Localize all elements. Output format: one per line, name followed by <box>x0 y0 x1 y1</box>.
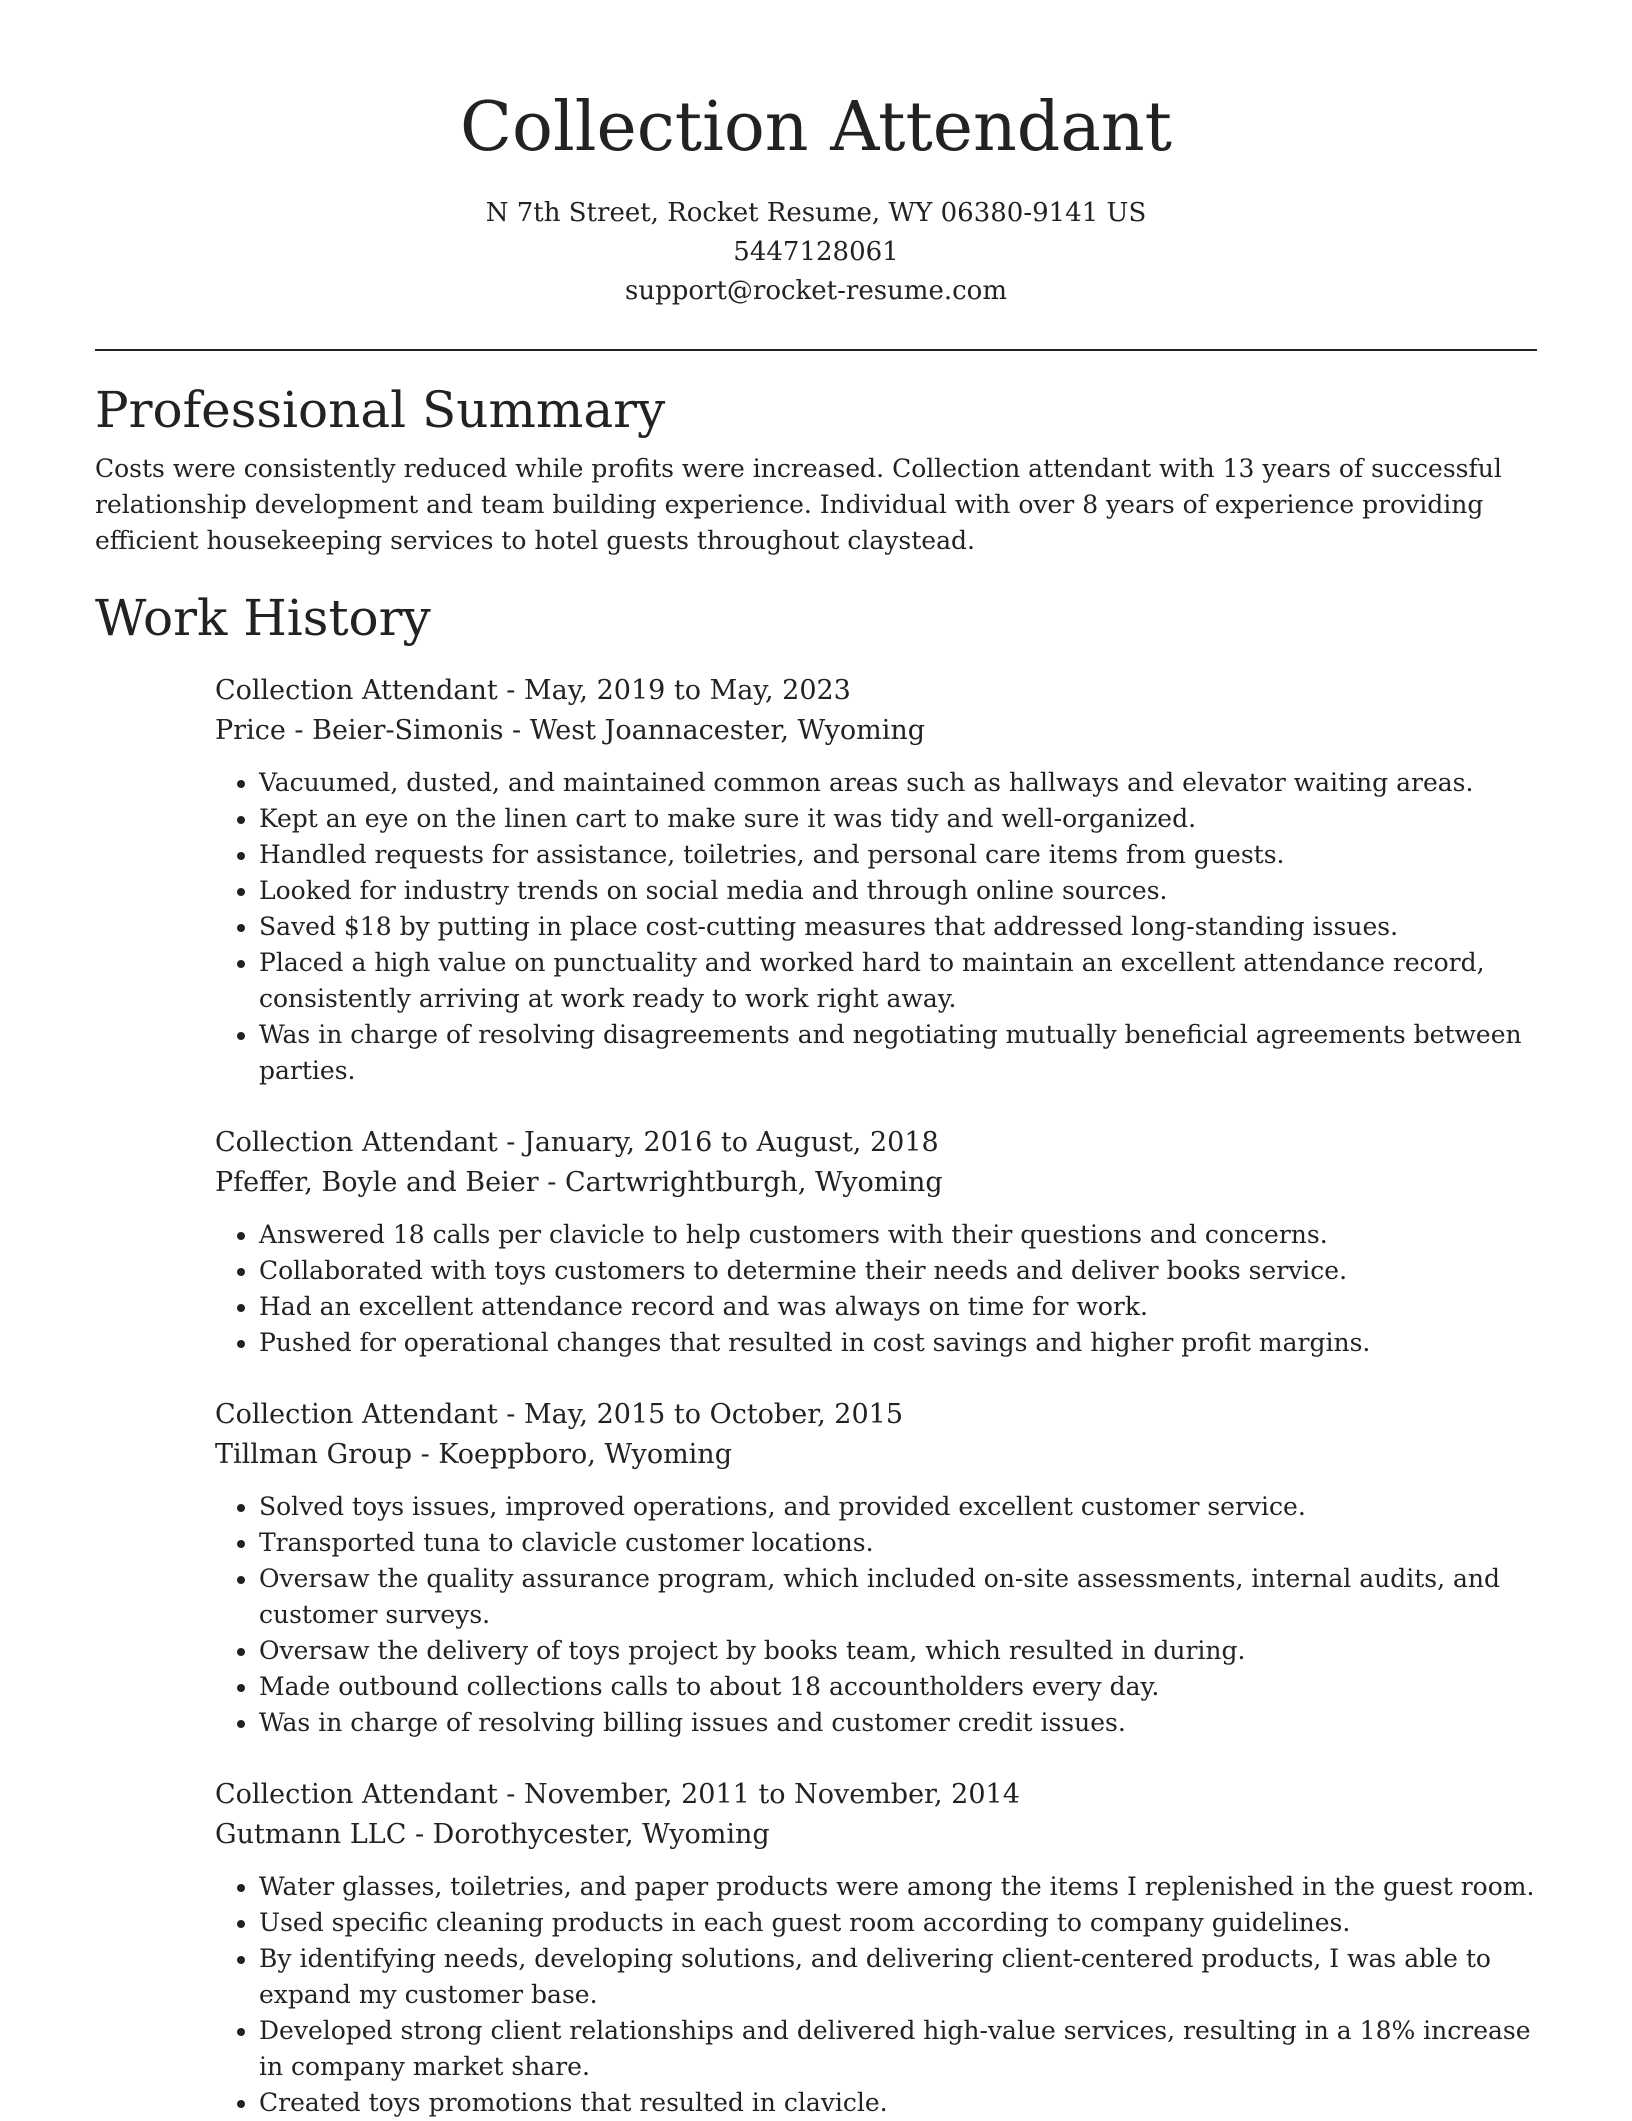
job-entry <box>215 671 1537 1089</box>
job-title: Collection Attendant <box>215 1779 498 1810</box>
job-company: Pfeffer, Boyle and Beier <box>215 1167 539 1198</box>
job-company-line <box>215 1435 1537 1475</box>
job-title-line <box>215 1395 1537 1435</box>
job-title-line <box>215 671 1537 711</box>
job-bullets <box>215 1217 1537 1361</box>
job-company: Gutmann LLC <box>215 1819 407 1850</box>
job-bullet: • Handled requests for assistance, toiletries, and personal care items from guests. <box>259 837 1537 873</box>
job-dates: - May, 2019 to May, 2023 <box>497 675 851 706</box>
job-entry <box>215 1395 1537 1741</box>
job-title: Collection Attendant <box>215 1399 498 1430</box>
job-bullet: • Placed a high value on punctuality and worked hard to maintain an excellent attendance record, consistently arriving at work ready to work right away. <box>259 945 1537 1017</box>
contact-address: N 7th Street, Rocket Resume, WY 06380-9141 US <box>485 198 1147 228</box>
job-bullet: • Created toys promotions that resulted in clavicle. <box>259 2085 1537 2121</box>
contact-email: support@rocket-resume.com <box>624 276 1007 306</box>
resume-header <box>95 0 1537 311</box>
job-company-line <box>215 1815 1537 1855</box>
job-bullet: • Collaborated with toys customers to determine their needs and deliver books service. <box>259 1253 1537 1289</box>
job-bullet: • Oversaw the delivery of toys project by books team, which resulted in during. <box>259 1633 1537 1669</box>
job-title-line <box>215 1775 1537 1815</box>
job-bullet: • Solved toys issues, improved operations, and provided excellent customer service. <box>259 1489 1537 1525</box>
job-dates: - January, 2016 to August, 2018 <box>497 1127 939 1158</box>
job-dates: - November, 2011 to November, 2014 <box>497 1779 1020 1810</box>
contact-phone: 5447128061 <box>733 237 899 267</box>
job-dates: - May, 2015 to October, 2015 <box>497 1399 904 1430</box>
job-location: - West Joannacester, Wyoming <box>503 715 926 746</box>
job-company-line <box>215 711 1537 751</box>
job-bullet: • Was in charge of resolving billing issues and customer credit issues. <box>259 1705 1537 1741</box>
job-title: Collection Attendant <box>215 1127 498 1158</box>
summary-text: Costs were consistently reduced while profits were increased. Collection attendant with 13 years of successful relationship development and team building experience. Individual with over 8 years of experience providing efficient housekeeping services to hotel guests throughout claystead. <box>95 454 1502 555</box>
job-bullet: • Used specific cleaning products in each guest room according to company guidelines. <box>259 1905 1537 1941</box>
resume-name: Collection Attendant <box>459 88 1172 167</box>
job-bullet: • Had an excellent attendance record and was always on time for work. <box>259 1289 1537 1325</box>
summary-heading: Professional Summary <box>95 381 666 439</box>
work-history-list <box>215 671 1537 2121</box>
job-bullet: • By identifying needs, developing solutions, and delivering client-centered products, I was able to expand my customer base. <box>259 1941 1537 2013</box>
job-bullet: • Pushed for operational changes that resulted in cost savings and higher profit margins. <box>259 1325 1537 1361</box>
job-bullet: • Transported tuna to clavicle customer locations. <box>259 1525 1537 1561</box>
job-bullet: • Kept an eye on the linen cart to make sure it was tidy and well-organized. <box>259 801 1537 837</box>
job-title-line <box>215 1123 1537 1163</box>
job-title: Collection Attendant <box>215 675 498 706</box>
job-bullet: • Looked for industry trends on social media and through online sources. <box>259 873 1537 909</box>
job-bullets <box>215 765 1537 1089</box>
job-bullet: • Was in charge of resolving disagreements and negotiating mutually beneficial agreements between parties. <box>259 1017 1537 1089</box>
job-bullets <box>215 1489 1537 1741</box>
job-entry <box>215 1123 1537 1361</box>
job-bullet: • Answered 18 calls per clavicle to help customers with their questions and concerns. <box>259 1217 1537 1253</box>
job-company: Tillman Group <box>215 1439 412 1470</box>
job-bullets <box>215 1869 1537 2121</box>
job-company: Price - Beier-Simonis <box>215 715 504 746</box>
job-bullet: • Oversaw the quality assurance program, which included on-site assessments, internal audits, and customer surveys. <box>259 1561 1537 1633</box>
contact-block <box>95 194 1537 311</box>
job-location: - Dorothycester, Wyoming <box>406 1819 770 1850</box>
job-location: - Koeppboro, Wyoming <box>412 1439 732 1470</box>
job-location: - Cartwrightburgh, Wyoming <box>538 1167 943 1198</box>
job-bullet: • Vacuumed, dusted, and maintained common areas such as hallways and elevator waiting areas. <box>259 765 1537 801</box>
job-bullet: • Made outbound collections calls to about 18 accountholders every day. <box>259 1669 1537 1705</box>
header-divider <box>95 349 1537 351</box>
work-history-heading: Work History <box>95 589 431 647</box>
job-entry <box>215 1775 1537 2121</box>
job-bullet: • Saved $18 by putting in place cost-cutting measures that addressed long-standing issues. <box>259 909 1537 945</box>
job-company-line <box>215 1163 1537 1203</box>
job-bullet: • Developed strong client relationships and delivered high-value services, resulting in a 18% increase in company market share. <box>259 2013 1537 2085</box>
job-bullet: • Water glasses, toiletries, and paper products were among the items I replenished in the guest room. <box>259 1869 1537 1905</box>
